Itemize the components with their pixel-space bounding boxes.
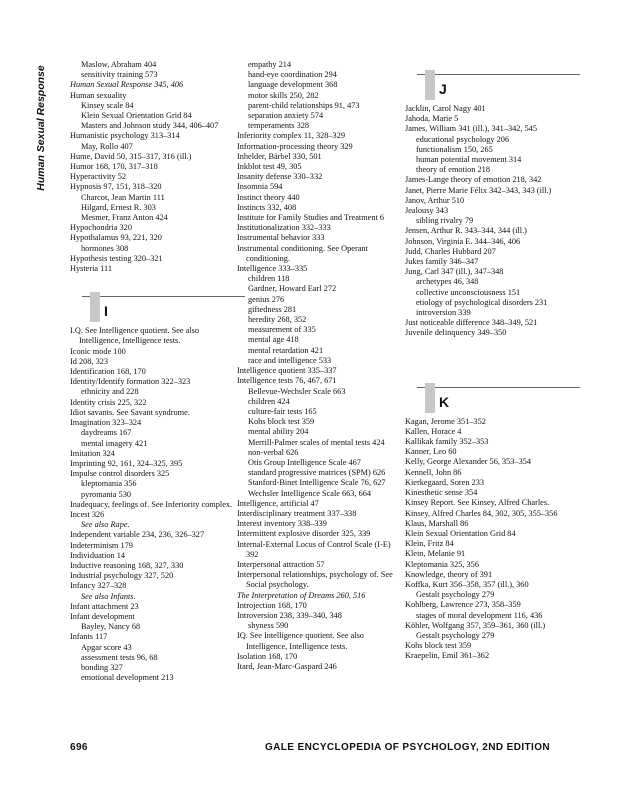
index-entry: Inkblot test 49, 305 xyxy=(237,162,302,172)
running-side-label: Human Sexual Response xyxy=(35,65,47,191)
index-entry: Itard, Jean-Marc-Gaspard 246 xyxy=(237,661,337,671)
index-entry: Juvenile delinquency 349–350 xyxy=(405,328,507,338)
section-letter: J xyxy=(439,81,447,97)
index-entry: mental age 418 xyxy=(248,335,299,345)
index-entry: pyromania 530 xyxy=(81,489,132,499)
index-entry: Interest inventory 338–339 xyxy=(237,519,327,529)
index-entry: Knowledge, theory of 391 xyxy=(405,569,493,579)
index-entry: Indeterminism 179 xyxy=(70,540,133,550)
index-entry: Kohlberg, Lawrence 273, 358–359 xyxy=(405,600,521,610)
index-entry: hand-eye coordination 294 xyxy=(248,70,337,80)
index-entry: stages of moral development 116, 436 xyxy=(416,610,543,620)
index-list xyxy=(405,417,570,662)
index-entry: Identification 168, 170 xyxy=(70,367,146,377)
index-entry: Incest 326 xyxy=(70,509,105,519)
index-entry: kleptomania 356 xyxy=(81,479,137,489)
index-entry: Imprinting 92, 161, 324–325, 395 xyxy=(70,458,183,468)
index-entry: emotional development 213 xyxy=(81,673,174,683)
index-entry: Hysteria 111 xyxy=(70,264,113,274)
index-entry: Kanner, Leo 60 xyxy=(405,447,457,457)
index-entry: culture-fair tests 165 xyxy=(248,406,317,416)
index-entry: James, William 341 (ill.), 341–342, 545 xyxy=(405,124,538,134)
index-entry: genius 276 xyxy=(248,294,285,304)
section-rule xyxy=(82,296,245,297)
index-entry: giftedness 281 xyxy=(248,304,297,314)
index-entry: Just noticeable difference 348–349, 521 xyxy=(405,318,538,328)
index-entry: Gardner, Howard Earl 272 xyxy=(248,284,337,294)
index-entry: Human Sexual Response 345, 406 xyxy=(70,80,184,90)
section-marker-box xyxy=(90,292,100,322)
index-entry: Introversion 238, 339–340, 348 xyxy=(237,610,342,620)
index-entry: Charcot, Jean Martin 111 xyxy=(81,192,165,202)
index-entry: Impulse control disorders 325 xyxy=(70,469,170,479)
index-entry: Institutionalization 332–333 xyxy=(237,223,331,233)
index-entry: Kierkegaard, Soren 233 xyxy=(405,477,485,487)
index-entry: Klaus, Marshall 86 xyxy=(405,518,469,528)
index-entry: Merrill-Palmer scales of mental tests 424 xyxy=(248,437,385,447)
index-entry: Idiot savants. See Savant syndrome. xyxy=(70,407,190,417)
index-entry: Maslow, Abraham 404 xyxy=(81,60,157,69)
index-entry: Infant attachment 23 xyxy=(70,601,139,611)
index-entry: ethnicity and 228 xyxy=(81,387,139,397)
index-entry: theory of emotion 218 xyxy=(416,165,490,175)
index-entry: archetypes 46, 348 xyxy=(416,277,479,287)
index-column-1 xyxy=(70,60,235,683)
section-letter: I xyxy=(104,303,108,320)
index-entry: Introjection 168, 170 xyxy=(237,600,307,610)
index-entry: Industrial psychology 327, 520 xyxy=(70,571,174,581)
index-entry: Kraepelin, Emil 361–362 xyxy=(405,651,490,661)
index-entry: Gestalt psychology 279 xyxy=(416,630,495,640)
index-entry: motor skills 250, 282 xyxy=(248,90,319,100)
index-entry: Jealousy 343 xyxy=(405,206,449,216)
index-entry: Isolation 168, 170 xyxy=(237,651,298,661)
index-entry: Instincts 332, 408 xyxy=(237,202,297,212)
index-entry: Gestalt psychology 279 xyxy=(416,590,495,600)
index-entry: Koffka, Kurt 356–358, 357 (ill.), 360 xyxy=(405,579,529,589)
index-entry: Instrumental behavior 333 xyxy=(237,233,325,243)
index-entry: Internal-External Locus of Control Scale (I-E) 392 xyxy=(237,539,391,559)
index-entry: Hume, David 50, 315–317, 316 (ill.) xyxy=(70,151,192,161)
section-rule xyxy=(417,387,580,388)
index-entry: The Interpretation of Dreams 260, 516 xyxy=(237,590,366,600)
index-entry: Iconic mode 100 xyxy=(70,346,126,356)
index-entry: empathy 214 xyxy=(248,60,292,69)
index-entry: mental imagery 421 xyxy=(81,438,148,448)
index-entry: hormones 308 xyxy=(81,243,129,253)
index-entry: Hypothesis testing 320–321 xyxy=(70,253,163,263)
index-entry: Klein, Fritz 84 xyxy=(405,539,454,549)
section-header-k xyxy=(405,365,570,417)
index-list xyxy=(70,60,235,274)
index-entry: non-verbal 626 xyxy=(248,447,299,457)
index-entry: Information-processing theory 329 xyxy=(237,141,353,151)
index-entry: Stanford-Binet Intelligence Scale 76, 627 xyxy=(248,478,386,488)
index-entry: Klein Sexual Orientation Grid 84 xyxy=(405,528,516,538)
section-marker-box xyxy=(425,383,435,413)
index-entry: Infancy 327–328 xyxy=(70,581,127,591)
index-entry: Insomnia 594 xyxy=(237,182,283,192)
index-entry: shyness 590 xyxy=(248,621,289,631)
index-entry: Instrumental conditioning. See Operant conditioning. xyxy=(237,243,368,263)
index-entry: Interdisciplinary treatment 337–338 xyxy=(237,508,357,518)
index-entry: Bellevue-Wechsler Scale 663 xyxy=(248,386,346,396)
index-entry: Masters and Johnson study 344, 406–407 xyxy=(81,121,219,131)
index-entry: Kinsey, Alfred Charles 84, 302, 305, 355–356 xyxy=(405,508,558,518)
section-rule xyxy=(417,74,580,75)
index-entry: Humanistic psychology 313–314 xyxy=(70,131,180,141)
index-entry: race and intelligence 533 xyxy=(248,355,332,365)
index-entry: I.Q. See Intelligence quotient. See also Intelligence, Intelligence tests. xyxy=(70,326,200,346)
page-number: 696 xyxy=(70,742,88,753)
index-entry: Kinesthetic sense 354 xyxy=(405,488,478,498)
index-entry: collective unconsciousness 151 xyxy=(416,287,521,297)
index-entry: children 118 xyxy=(248,274,290,284)
index-list xyxy=(405,104,570,339)
index-column-3 xyxy=(405,60,570,662)
index-entry: Bayley, Nancy 68 xyxy=(81,622,141,632)
index-entry: Humor 168, 170, 317–318 xyxy=(70,162,158,172)
index-entry: Hypnosis 97, 151, 318–320 xyxy=(70,182,162,192)
index-list xyxy=(70,326,235,683)
section-letter: K xyxy=(439,393,450,410)
index-entry: assessment tests 96, 68 xyxy=(81,652,158,662)
index-entry: Kallikak family 352–353 xyxy=(405,437,489,447)
index-entry: Wechsler Intelligence Scale 663, 664 xyxy=(248,488,372,498)
index-entry: Johnson, Virginia E. 344–346, 406 xyxy=(405,236,521,246)
index-entry: Intelligence 333–335 xyxy=(237,264,308,274)
index-entry: Hyperactivity 52 xyxy=(70,172,126,182)
index-entry: Jensen, Arthur R. 343–344, 344 (ill.) xyxy=(405,226,527,236)
index-entry: language development 368 xyxy=(248,80,338,90)
index-entry: May, Rollo 407 xyxy=(81,141,133,151)
index-column-2 xyxy=(237,60,402,672)
index-list xyxy=(237,60,402,672)
index-entry: Klein Sexual Orientation Grid 84 xyxy=(81,111,192,121)
index-entry: sensitivity training 573 xyxy=(81,70,158,80)
index-entry: Interpersonal attraction 57 xyxy=(237,559,325,569)
index-entry: Institute for Family Studies and Treatment 6 xyxy=(237,213,385,223)
index-entry: parent-child relationships 91, 473 xyxy=(248,100,360,110)
index-entry: mental retardation 421 xyxy=(248,345,324,355)
index-entry: Infants 117 xyxy=(70,632,108,642)
index-entry: Kelly, George Alexander 56, 353–354 xyxy=(405,457,532,467)
index-entry: temperaments 328 xyxy=(248,121,310,131)
index-entry: Kleptomania 325, 356 xyxy=(405,559,479,569)
index-entry: bonding 327 xyxy=(81,662,123,672)
index-entry: Kennell, John 86 xyxy=(405,467,462,477)
index-entry: heredity 268, 352 xyxy=(248,315,307,325)
index-entry: James-Lange theory of emotion 218, 342 xyxy=(405,175,542,185)
index-entry: See also Rape. xyxy=(81,520,130,530)
section-marker-box xyxy=(425,70,435,100)
index-entry: Klein, Melanie 91 xyxy=(405,549,466,559)
index-entry: Independent variable 234, 236, 326–327 xyxy=(70,530,205,540)
index-entry: Jacklin, Carol Nagy 401 xyxy=(405,104,486,113)
index-entry: Janov, Arthur 510 xyxy=(405,195,465,205)
index-entry: mental ability 204 xyxy=(248,427,309,437)
index-entry: Judd, Charles Hubbard 207 xyxy=(405,246,496,256)
index-entry: Jahoda, Marie 5 xyxy=(405,114,459,124)
index-entry: introversion 339 xyxy=(416,308,471,318)
index-entry: IQ. See Intelligence quotient. See also Intelligence, Intelligence tests. xyxy=(237,631,364,651)
index-entry: measurement of 335 xyxy=(248,325,316,335)
index-entry: Intermittent explosive disorder 325, 339 xyxy=(237,529,371,539)
index-entry: See also Infants. xyxy=(81,591,136,601)
index-entry: Kohs block test 359 xyxy=(248,417,315,427)
index-entry: educational psychology 206 xyxy=(416,134,510,144)
index-entry: Kohs block test 359 xyxy=(405,641,472,651)
index-entry: Human sexuality xyxy=(70,90,127,100)
index-entry: human potential movement 314 xyxy=(416,155,522,165)
index-entry: Kinsey scale 84 xyxy=(81,100,134,110)
index-entry: Jukes family 346–347 xyxy=(405,257,479,267)
index-entry: Intelligence quotient 335–337 xyxy=(237,366,337,376)
index-entry: Kagan, Jerome 351–352 xyxy=(405,416,486,426)
section-header-i xyxy=(70,274,235,326)
index-entry: Instinct theory 440 xyxy=(237,192,300,202)
section-header-j xyxy=(405,52,570,104)
index-entry: Imitation 324 xyxy=(70,448,115,458)
index-entry: Hypochondria 320 xyxy=(70,223,132,233)
index-entry: Intelligence, artificial 47 xyxy=(237,498,319,508)
index-entry: Jung, Carl 347 (ill.), 347–348 xyxy=(405,267,504,277)
index-entry: Hypothalamus 93, 221, 320 xyxy=(70,233,162,243)
index-entry: separation anxiety 574 xyxy=(248,111,324,121)
index-entry: Interpersonal relationships, psychology of. See Social psychology. xyxy=(237,570,393,590)
index-entry: Inadequacy, feelings of. See Inferiority complex. xyxy=(70,499,233,509)
index-entry: sibling rivalry 79 xyxy=(416,216,474,226)
index-entry: Insanity defense 330–332 xyxy=(237,172,323,182)
index-entry: daydreams 167 xyxy=(81,428,132,438)
index-entry: Apgar score 43 xyxy=(81,642,132,652)
index-entry: children 424 xyxy=(248,396,290,406)
index-entry: Janet, Pierre Marie Félix 342–343, 343 (ill.) xyxy=(405,185,552,195)
page-footer xyxy=(70,742,550,756)
index-entry: Intelligence tests 76, 467, 671 xyxy=(237,376,337,386)
index-entry: standard progressive matrices (SPM) 626 xyxy=(248,468,386,478)
index-entry: Kinsey Report. See Kinsey, Alfred Charles. xyxy=(405,498,550,508)
index-entry: Inferiority complex 11, 328–329 xyxy=(237,131,345,141)
index-entry: etiology of psychological disorders 231 xyxy=(416,297,548,307)
footer-title: GALE ENCYCLOPEDIA OF PSYCHOLOGY, 2ND EDITION xyxy=(264,742,550,753)
index-entry: Mesmer, Franz Anton 424 xyxy=(81,213,168,223)
index-entry: Id 208, 323 xyxy=(70,356,109,366)
index-entry: Hilgard, Ernest R. 303 xyxy=(81,202,156,212)
index-entry: Inhelder, Bärbel 330, 501 xyxy=(237,151,322,161)
index-entry: Inductive reasoning 168, 327, 330 xyxy=(70,560,184,570)
index-entry: Kallen, Horace 4 xyxy=(405,426,462,436)
index-entry: Identity crisis 225, 322 xyxy=(70,397,147,407)
index-entry: Identity/Identify formation 322–323 xyxy=(70,377,191,387)
index-entry: Imagination 323–324 xyxy=(70,418,142,428)
index-entry: Köhler, Wolfgang 357, 359–361, 360 (ill.) xyxy=(405,620,546,630)
index-entry: functionalism 150, 265 xyxy=(416,144,493,154)
index-entry: Otis Group Intelligence Scale 467 xyxy=(248,457,361,467)
index-entry: Infant development xyxy=(70,611,135,621)
index-entry: Individuation 14 xyxy=(70,550,126,560)
